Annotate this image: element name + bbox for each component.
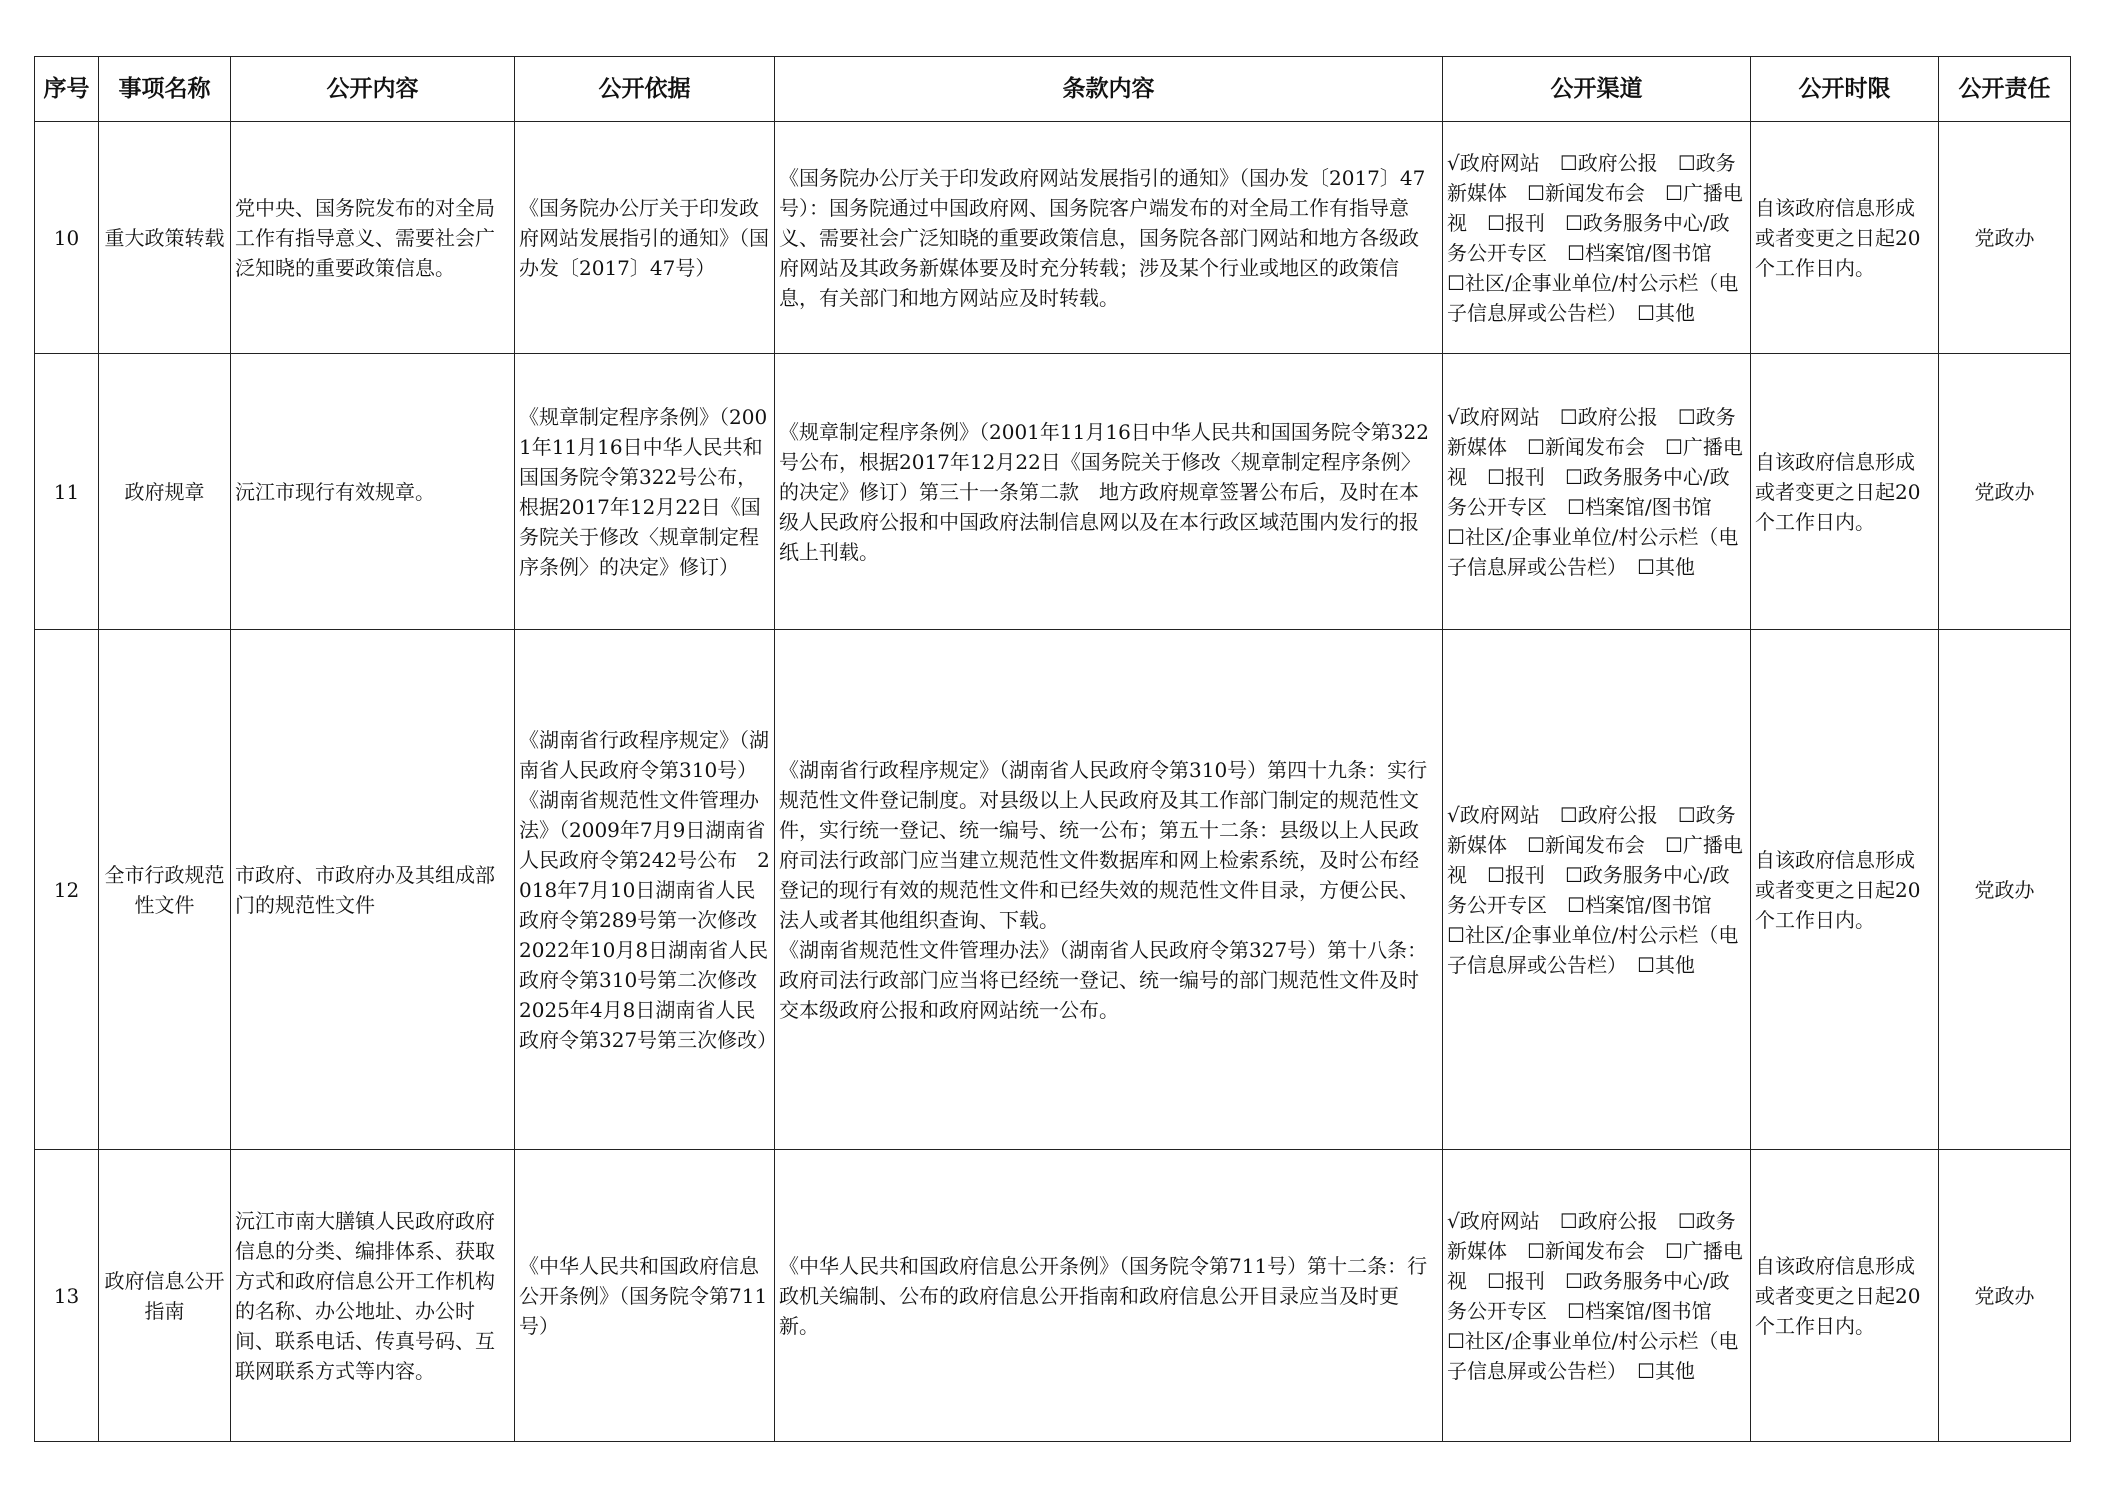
channel-option-label: 社区/企事业单位/村公示栏（电子信息屏或公告栏） bbox=[1447, 270, 1739, 325]
checkmark-icon: √ bbox=[1447, 404, 1460, 429]
checkbox-icon: ☐ bbox=[1447, 524, 1465, 549]
channel-option-label: 其他 bbox=[1654, 952, 1695, 977]
channel-option bbox=[1527, 833, 1645, 857]
channel-option-label: 政府网站 bbox=[1459, 404, 1540, 429]
checkbox-icon: ☐ bbox=[1677, 150, 1696, 175]
table-row bbox=[35, 354, 2071, 630]
checkbox-icon: ☐ bbox=[1527, 832, 1545, 857]
header-basis: 公开依据 bbox=[515, 57, 775, 122]
checkbox-icon: ☐ bbox=[1447, 1328, 1465, 1353]
checkbox-icon: ☐ bbox=[1487, 464, 1505, 489]
row-basis: 《国务院办公厅关于印发政府网站发展指引的通知》（国办发〔2017〕47号） bbox=[515, 122, 775, 354]
channel-option-label: 其他 bbox=[1654, 300, 1695, 325]
row-no: 11 bbox=[35, 354, 99, 630]
channel-option-label: 政府公报 bbox=[1577, 802, 1658, 827]
row-basis: 《中华人民共和国政府信息公开条例》（国务院令第711号） bbox=[515, 1150, 775, 1442]
checkbox-icon: ☐ bbox=[1567, 892, 1585, 917]
checkbox-icon: ☐ bbox=[1527, 180, 1545, 205]
row-basis: 《湖南省行政程序规定》（湖南省人民政府令第310号） 《湖南省规范性文件管理办法》（2009年7月9日湖南省人民政府令第242号公布 2018年7月10日湖南省人民政府令第289号第一次修改 2022年10月8日湖南省人民政府令第310号第二次修改 2025年4月8日湖南省人民政府令第327号第三次修改） bbox=[515, 630, 775, 1150]
checkmark-icon: √ bbox=[1447, 1208, 1460, 1233]
checkbox-icon: ☐ bbox=[1637, 300, 1655, 325]
row-responsible: 党政办 bbox=[1939, 354, 2071, 630]
checkbox-icon: ☐ bbox=[1487, 210, 1505, 235]
checkbox-icon: ☐ bbox=[1567, 240, 1585, 265]
channel-option bbox=[1487, 211, 1545, 235]
row-item-name: 重大政策转载 bbox=[99, 122, 231, 354]
checkbox-icon: ☐ bbox=[1564, 862, 1583, 887]
checkbox-icon: ☐ bbox=[1677, 1208, 1696, 1233]
channel-option bbox=[1487, 465, 1545, 489]
channel-option-label: 广播电视 bbox=[1447, 1238, 1743, 1293]
channel-option bbox=[1487, 863, 1545, 887]
channel-option bbox=[1487, 1269, 1545, 1293]
channel-option-label: 政府网站 bbox=[1459, 802, 1540, 827]
channel-option-label: 政务服务中心/政务公开专区 bbox=[1447, 862, 1730, 917]
row-clause: 《国务院办公厅关于印发政府网站发展指引的通知》（国办发〔2017〕47号）：国务院通过中国政府网、国务院客户端发布的对全局工作有指导意义、需要社会广泛知晓的重要政策信息，国务院各部门网站和地方各级政府网站及其政务新媒体要及时充分转载；涉及某个行业或地区的政策信息，有关部门和地方网站应及时转载。 bbox=[775, 122, 1443, 354]
checkbox-icon: ☐ bbox=[1567, 1298, 1585, 1323]
row-responsible: 党政办 bbox=[1939, 1150, 2071, 1442]
checkbox-icon: ☐ bbox=[1677, 802, 1696, 827]
channel-option bbox=[1560, 405, 1658, 429]
row-channels bbox=[1443, 354, 1751, 630]
table-row bbox=[35, 630, 2071, 1150]
channel-option bbox=[1560, 1209, 1658, 1233]
channel-option bbox=[1637, 555, 1695, 579]
channel-option-label: 政府网站 bbox=[1459, 1208, 1540, 1233]
table-row bbox=[35, 122, 2071, 354]
checkbox-icon: ☐ bbox=[1664, 832, 1683, 857]
channel-option-label: 报刊 bbox=[1504, 862, 1545, 887]
checkbox-icon: ☐ bbox=[1487, 1268, 1505, 1293]
row-clause: 《中华人民共和国政府信息公开条例》（国务院令第711号）第十二条：行政机关编制、公布的政府信息公开指南和政府信息公开目录应当及时更新。 bbox=[775, 1150, 1443, 1442]
checkbox-icon: ☐ bbox=[1527, 1238, 1545, 1263]
row-deadline: 自该政府信息形成或者变更之日起20个工作日内。 bbox=[1751, 630, 1939, 1150]
channel-option-label: 新闻发布会 bbox=[1544, 1238, 1645, 1263]
channel-option bbox=[1567, 241, 1712, 265]
channel-option bbox=[1637, 953, 1695, 977]
channel-option-label: 档案馆/图书馆 bbox=[1584, 494, 1712, 519]
disclosure-table bbox=[34, 56, 2071, 1442]
row-no: 13 bbox=[35, 1150, 99, 1442]
channel-option bbox=[1527, 435, 1645, 459]
channel-option-label: 新闻发布会 bbox=[1544, 832, 1645, 857]
row-item-name: 全市行政规范性文件 bbox=[99, 630, 231, 1150]
channel-option-label: 政务新媒体 bbox=[1447, 150, 1736, 205]
checkbox-icon: ☐ bbox=[1527, 434, 1545, 459]
channel-option-label: 政务服务中心/政务公开专区 bbox=[1447, 464, 1730, 519]
checkbox-icon: ☐ bbox=[1637, 1358, 1655, 1383]
header-no: 序号 bbox=[35, 57, 99, 122]
channel-option bbox=[1567, 893, 1712, 917]
channel-option-label: 广播电视 bbox=[1447, 832, 1743, 887]
channel-option-label: 政府公报 bbox=[1577, 1208, 1658, 1233]
row-clause: 《规章制定程序条例》（2001年11月16日中华人民共和国国务院令第322号公布，根据2017年12月22日《国务院关于修改〈规章制定程序条例〉的决定》修订）第三十一条第二款 地方政府规章签署公布后，及时在本级人民政府公报和中国政府法制信息网以及在本行政区域范围内发行的报纸上刊载。 bbox=[775, 354, 1443, 630]
channel-option-label: 社区/企事业单位/村公示栏（电子信息屏或公告栏） bbox=[1447, 524, 1739, 579]
channel-option-label: 新闻发布会 bbox=[1544, 434, 1645, 459]
channel-option-label: 广播电视 bbox=[1447, 180, 1743, 235]
row-content: 沅江市南大膳镇人民政府政府信息的分类、编排体系、获取方式和政府信息公开工作机构的名称、办公地址、办公时间、联系电话、传真号码、互联网联系方式等内容。 bbox=[231, 1150, 515, 1442]
header-item-name: 事项名称 bbox=[99, 57, 231, 122]
row-responsible: 党政办 bbox=[1939, 630, 2071, 1150]
row-channels bbox=[1443, 122, 1751, 354]
row-item-name: 政府规章 bbox=[99, 354, 231, 630]
channel-option-label: 档案馆/图书馆 bbox=[1584, 892, 1712, 917]
header-clause: 条款内容 bbox=[775, 57, 1443, 122]
checkbox-icon: ☐ bbox=[1664, 1238, 1683, 1263]
checkbox-icon: ☐ bbox=[1447, 922, 1465, 947]
channel-option-label: 政务新媒体 bbox=[1447, 1208, 1736, 1263]
channel-option-label: 广播电视 bbox=[1447, 434, 1743, 489]
channel-option-label: 档案馆/图书馆 bbox=[1584, 1298, 1712, 1323]
row-no: 12 bbox=[35, 630, 99, 1150]
channel-option-label: 政府公报 bbox=[1577, 150, 1658, 175]
checkbox-icon: ☐ bbox=[1559, 802, 1578, 827]
header-deadline: 公开时限 bbox=[1751, 57, 1939, 122]
channel-option bbox=[1527, 181, 1645, 205]
row-deadline: 自该政府信息形成或者变更之日起20个工作日内。 bbox=[1751, 354, 1939, 630]
channel-option-label: 其他 bbox=[1654, 1358, 1695, 1383]
checkbox-icon: ☐ bbox=[1637, 952, 1655, 977]
row-no: 10 bbox=[35, 122, 99, 354]
channel-option-label: 政务新媒体 bbox=[1447, 404, 1736, 459]
row-clause: 《湖南省行政程序规定》（湖南省人民政府令第310号）第四十九条：实行规范性文件登记制度。对县级以上人民政府及其工作部门制定的规范性文件，实行统一登记、统一编号、统一公布；第五十二条：县级以上人民政府司法行政部门应当建立规范性文件数据库和网上检索系统，及时公布经登记的现行有效的规范性文件和已经失效的规范性文件目录，方便公民、法人或者其他组织查询、下载。 《湖南省规范性文件管理办法》（湖南省人民政府令第327号）第十八条：政府司法行政部门应当将已经统一登记、统一编号的部门规范性文件及时交本级政府公报和政府网站统一公布。 bbox=[775, 630, 1443, 1150]
checkbox-icon: ☐ bbox=[1567, 494, 1585, 519]
checkbox-icon: ☐ bbox=[1564, 464, 1583, 489]
checkbox-icon: ☐ bbox=[1637, 554, 1655, 579]
row-item-name: 政府信息公开指南 bbox=[99, 1150, 231, 1442]
checkmark-icon: √ bbox=[1447, 150, 1460, 175]
channel-option-label: 其他 bbox=[1654, 554, 1695, 579]
checkbox-icon: ☐ bbox=[1559, 404, 1578, 429]
checkbox-icon: ☐ bbox=[1664, 434, 1683, 459]
checkbox-icon: ☐ bbox=[1487, 862, 1505, 887]
header-responsible: 公开责任 bbox=[1939, 57, 2071, 122]
channel-option-label: 政府公报 bbox=[1577, 404, 1658, 429]
checkbox-icon: ☐ bbox=[1564, 1268, 1583, 1293]
channel-option bbox=[1447, 803, 1540, 827]
channel-option-label: 报刊 bbox=[1504, 464, 1545, 489]
row-content: 沅江市现行有效规章。 bbox=[231, 354, 515, 630]
channel-option bbox=[1560, 803, 1658, 827]
channel-option-label: 政务服务中心/政务公开专区 bbox=[1447, 210, 1730, 265]
channel-option-label: 报刊 bbox=[1504, 210, 1545, 235]
channel-option bbox=[1447, 405, 1540, 429]
channel-option-label: 社区/企事业单位/村公示栏（电子信息屏或公告栏） bbox=[1447, 1328, 1739, 1383]
checkbox-icon: ☐ bbox=[1559, 150, 1578, 175]
channel-option-label: 政务新媒体 bbox=[1447, 802, 1736, 857]
channel-option bbox=[1567, 1299, 1712, 1323]
row-basis: 《规章制定程序条例》（2001年11月16日中华人民共和国国务院令第322号公布，根据2017年12月22日《国务院关于修改〈规章制定程序条例〉的决定》修订） bbox=[515, 354, 775, 630]
checkbox-icon: ☐ bbox=[1559, 1208, 1578, 1233]
channel-option-label: 社区/企事业单位/村公示栏（电子信息屏或公告栏） bbox=[1447, 922, 1739, 977]
header-content: 公开内容 bbox=[231, 57, 515, 122]
header-channel: 公开渠道 bbox=[1443, 57, 1751, 122]
table-row bbox=[35, 1150, 2071, 1442]
channel-option-label: 政府网站 bbox=[1459, 150, 1540, 175]
channel-option bbox=[1527, 1239, 1645, 1263]
channel-option bbox=[1567, 495, 1712, 519]
row-responsible: 党政办 bbox=[1939, 122, 2071, 354]
checkbox-icon: ☐ bbox=[1564, 210, 1583, 235]
row-deadline: 自该政府信息形成或者变更之日起20个工作日内。 bbox=[1751, 1150, 1939, 1442]
channel-option bbox=[1447, 151, 1540, 175]
row-deadline: 自该政府信息形成或者变更之日起20个工作日内。 bbox=[1751, 122, 1939, 354]
checkbox-icon: ☐ bbox=[1677, 404, 1696, 429]
channel-option-label: 报刊 bbox=[1504, 1268, 1545, 1293]
channel-option bbox=[1447, 1209, 1540, 1233]
row-content: 市政府、市政府办及其组成部门的规范性文件 bbox=[231, 630, 515, 1150]
checkbox-icon: ☐ bbox=[1664, 180, 1683, 205]
checkbox-icon: ☐ bbox=[1447, 270, 1465, 295]
channel-option bbox=[1560, 151, 1658, 175]
channel-option bbox=[1637, 1359, 1695, 1383]
checkmark-icon: √ bbox=[1447, 802, 1460, 827]
row-content: 党中央、国务院发布的对全局工作有指导意义、需要社会广泛知晓的重要政策信息。 bbox=[231, 122, 515, 354]
channel-option-label: 档案馆/图书馆 bbox=[1584, 240, 1712, 265]
channel-option-label: 新闻发布会 bbox=[1544, 180, 1645, 205]
row-channels bbox=[1443, 1150, 1751, 1442]
row-channels bbox=[1443, 630, 1751, 1150]
channel-option bbox=[1637, 301, 1695, 325]
channel-option-label: 政务服务中心/政务公开专区 bbox=[1447, 1268, 1730, 1323]
header-row bbox=[35, 57, 2071, 122]
